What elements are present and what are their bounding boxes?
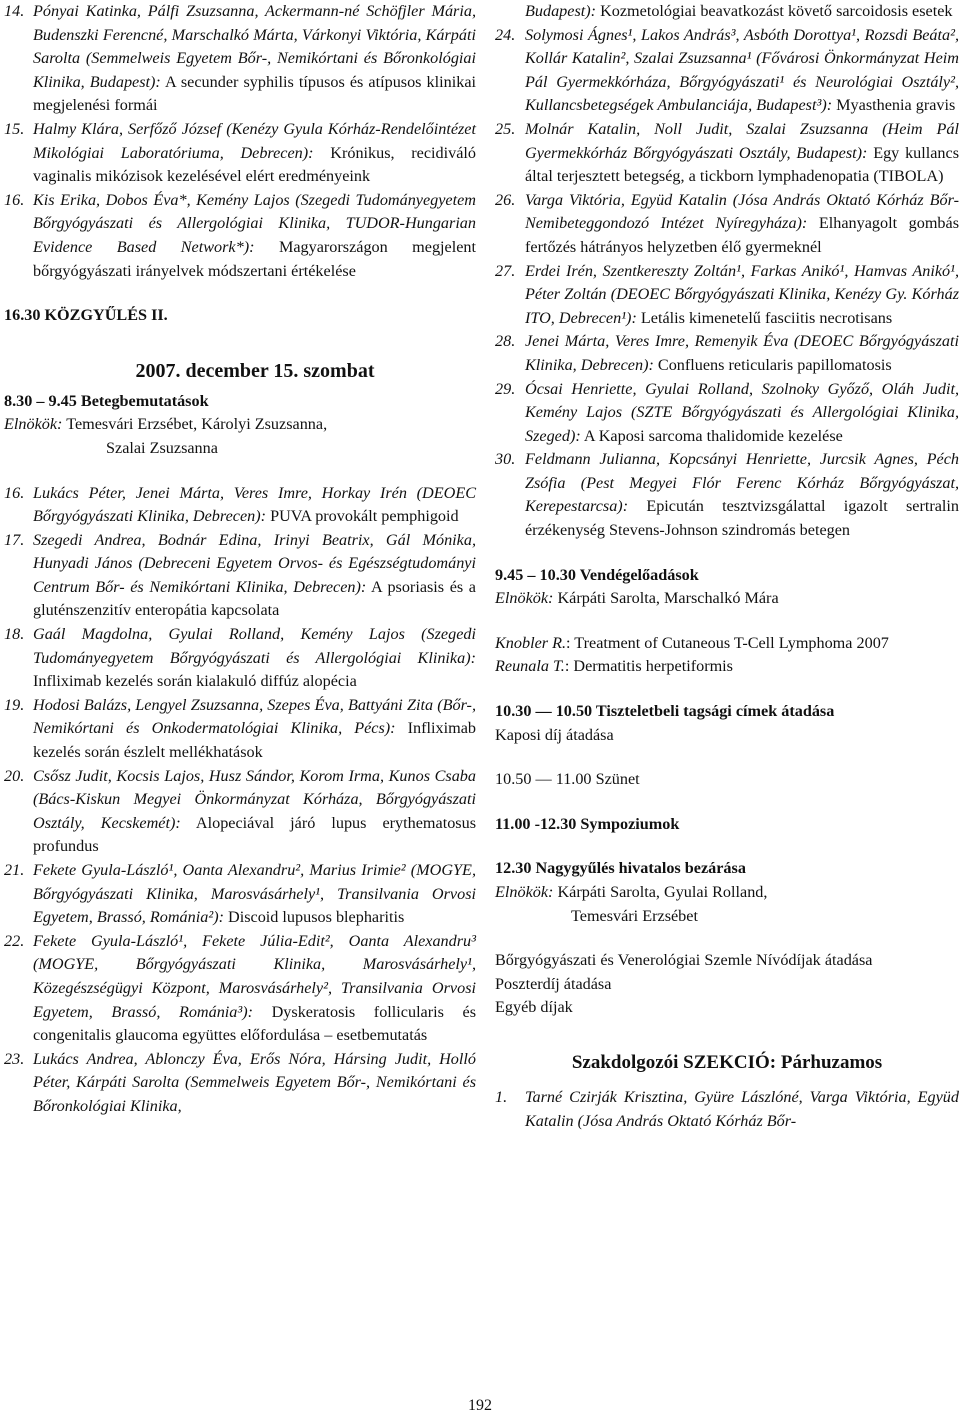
abstract-entry-15 xyxy=(4,118,476,189)
entry-number: 22. xyxy=(4,931,25,950)
right-column xyxy=(495,0,959,1133)
entry-authors: Erdei Irén, Szentkereszty Zoltán¹, Farkas Anikó¹, Hamvas Anikó¹, Péter Zoltán (DEOEC Bőrgyógyászati Klinika, Kenézy Gy. Kórház ITO, Debrecen¹): xyxy=(525,261,959,327)
entry-authors: Lukács Péter, Jenei Márta, Veres Imre, Horkay Irén (DEOEC Bőrgyógyászati Klinika, Debrecen): xyxy=(33,483,476,526)
page-number: 192 xyxy=(468,1397,492,1414)
abstract-entry-14 xyxy=(4,0,476,118)
entry-authors: Pónyai Katinka, Pálfi Zsuzsanna, Ackermann-né Schöfjler Mária, Budenszki Ferencné, Marschalkó Márta, Várkonyi Viktória, Kárpáti Sarolta (Semmelweis Egyetem Bőr-, Nemikórtani és Bőronkológiai Klinika, Budapest): xyxy=(33,2,476,91)
entry-number: 17. xyxy=(4,530,25,549)
entry-title: Infliximab kezelés során kialakuló diffúz alopécia xyxy=(33,672,357,691)
entry-authors: Molnár Katalin, Noll Judit, Szalai Zsuzsanna (Heim Pál Gyermekkórház Bőrgyógyászati Osztály, Budapest): xyxy=(525,119,959,162)
entry-authors: Fekete Gyula-László¹, Fekete Júlia-Edit², Oanta Alexandru³ (MOGYE, Bőrgyógyászati Klinika, Marosvásárhely¹, Közegészségügyi Központ, Marosvásárhely², Transilvania Orvosi Egyetem, Brassó, Románia³): xyxy=(33,931,476,1021)
entry-authors: Fekete Gyula-László¹, Oanta Alexandru², Marius Irimie² (MOGYE, Bőrgyógyászati Klinika, Marosvásárhely¹, Transilvania Orvosi Egyetem, Brassó, Románia²): xyxy=(33,861,476,927)
entry-number: 26. xyxy=(495,190,516,209)
entry-title: Letális kimenetelű fasciitis necrotisans xyxy=(640,308,893,327)
chairs-names-cont: Szalai Zsuzsanna xyxy=(106,438,218,457)
chairs-names: Kárpáti Sarolta, Marschalkó Mára xyxy=(557,589,779,608)
staff-entry-1 xyxy=(495,1086,959,1133)
closing-chairs-cont: Temesvári Erzsébet xyxy=(571,906,698,925)
entry-number: 30. xyxy=(495,450,516,469)
entry-authors: Gaál Magdolna, Gyulai Rolland, Kemény Lajos (Szegedi Tudományegyetem Bőrgyógyászati és Allergológiai Klinika): xyxy=(33,625,476,667)
entry-title: Kozmetológiai beavatkozást követő sarcoidosis esetek xyxy=(600,2,953,20)
closing-chairs xyxy=(495,881,959,905)
abstract-entry-20 xyxy=(4,765,476,859)
talk-title: : Dermatitis herpetiformis xyxy=(564,657,733,676)
entry-authors: Tarné Czirják Krisztina, Gyüre Lászlóné, Varga Viktória, Együd Katalin (Jósa András Oktató Kórház Bőr- xyxy=(525,1087,959,1130)
award-line-3: Egyéb díjak xyxy=(495,998,573,1017)
entry-title: A secunder syphilis típusos és atípusos klinikai megjelenési formái xyxy=(33,72,477,115)
entry-number: 15. xyxy=(4,119,25,138)
abstract-entry-22 xyxy=(4,930,476,1048)
abstract-entry-28 xyxy=(495,330,959,377)
entry-title: Dyskeratosis follicularis és congenitalis glaucoma együttes előfordulása – esetbemutatás xyxy=(33,1002,476,1045)
entry-number: 19. xyxy=(4,695,25,714)
abstract-entry-24 xyxy=(495,24,959,118)
entry-number: 23. xyxy=(4,1049,25,1068)
entry-authors: Csősz Judit, Kocsis Lajos, Husz Sándor, Korom Irma, Kunos Csaba (Bács-Kiskun Megyei Önkormányzat Kórháza, Bőrgyógyászati Osztály, Kecskemét): xyxy=(33,766,476,832)
entry-title: A psoriasis és a gluténszenzitív enteropátia kapcsolata xyxy=(33,577,476,620)
entry-authors: Budapest): xyxy=(525,2,597,20)
abstract-entry-26 xyxy=(495,189,959,260)
entry-authors: Ócsai Henriette, Gyulai Rolland, Szolnoky Győző, Oláh Judit, Kemény Lajos (SZTE Bőrgyógyászati és Allergológiai Klinika, Szeged): xyxy=(525,379,959,445)
chairs-names: Kárpáti Sarolta, Gyulai Rolland, xyxy=(557,883,768,901)
talk-author: Knobler R. xyxy=(495,633,567,652)
entry-title: Epicután tesztvizsgálattal igazolt sertralin érzékenység Stevens-Johnson szindromás betegen xyxy=(525,497,960,540)
entry-title: Discoid lupusos blepharitis xyxy=(228,908,405,927)
symposia-heading: 11.00 -12.30 Sympoziumok xyxy=(495,814,680,833)
talk-author: Reunala T. xyxy=(495,657,565,676)
entry-number: 18. xyxy=(4,625,25,644)
session-chairs xyxy=(4,413,476,437)
closing-heading: 12.30 Nagygyűlés hivatalos bezárása xyxy=(495,859,746,878)
chairs-label: Elnökök: xyxy=(4,415,63,434)
entry-authors: Varga Viktória, Együd Katalin (Jósa András Oktató Kórház Bőr-Nemibeteggondozó Intézet Nyíregyháza): xyxy=(525,190,959,233)
session-heading: 8.30 – 9.45 Betegbemutatások xyxy=(4,391,209,410)
chairs-names: Temesvári Erzsébet, Károlyi Zsuzsanna, xyxy=(66,415,328,434)
guest-lectures-heading: 9.45 – 10.30 Vendégelőadások xyxy=(495,565,699,584)
left-column xyxy=(4,0,476,1119)
entry-authors: Halmy Klára, Serfőző József (Kenézy Gyula Kórház-Rendelőintézet Mikológiai Laboratóriuma, Debrecen): xyxy=(33,119,476,162)
abstract-entry-29 xyxy=(495,378,959,449)
day-heading: 2007. december 15. szombat xyxy=(135,359,375,382)
chairs-label: Elnökök: xyxy=(495,883,554,901)
entry-title: Myasthenia gravis xyxy=(836,96,956,115)
abstract-entry-16a xyxy=(4,189,476,283)
honorary-heading: 10.30 — 10.50 Tiszteletbeli tagsági címek átadása xyxy=(495,702,835,721)
abstract-entry-21 xyxy=(4,859,476,930)
kaposi-award: Kaposi díj átadása xyxy=(495,725,614,744)
entry-title: Confluens reticularis papillomatosis xyxy=(657,355,892,374)
entry-number: 1. xyxy=(495,1087,508,1106)
section-heading: Szakdolgozói SZEKCIÓ: Párhuzamos xyxy=(571,1051,883,1073)
entry-number: 16. xyxy=(4,190,25,209)
entry-title: Infliximab kezelés során észlelt mellékhatások xyxy=(33,719,477,762)
guest-chairs xyxy=(495,587,959,611)
entry-title: Elhanyagolt gombás fertőzés hátrányos helyzetben élő gyermeknél xyxy=(525,214,959,256)
entry-number: 14. xyxy=(4,2,25,20)
entry-number: 28. xyxy=(495,332,516,351)
break-line: 10.50 — 11.00 Szünet xyxy=(495,770,640,789)
entry-title: Magyarországon megjelent bőrgyógyászati irányelvek módszertani értékelése xyxy=(33,237,476,280)
general-assembly-heading: 16.30 KÖZGYŰLÉS II. xyxy=(4,306,168,325)
entry-authors: Szegedi Andrea, Bodnár Edina, Irinyi Beatrix, Gál Mónika, Hunyadi János (Debreceni Egyetem Orvos- és Egészségtudományi Centrum Bőr- és Nemikórtani Klinika, Debrecen): xyxy=(33,530,476,596)
entry-title: Alopeciával járó lupus erythematosus profundus xyxy=(33,813,476,856)
guest-talk-1 xyxy=(495,632,959,656)
abstract-entry-18 xyxy=(4,623,476,694)
award-line-2: Poszterdíj átadása xyxy=(495,974,612,993)
entry-number: 21. xyxy=(4,861,25,879)
entry-authors: Solymosi Ágnes¹, Lakos András³, Asbóth Dorottya¹, Rozsdi Beáta², Kollár Katalin², Szalai Zsuzsanna¹ (Fővárosi Önkormányzat Heim Pál Gyermekkórháza, Bőrgyógyászati¹ és Neurológiai Osztály², Kullancsbetegségek Ambulanciája, Budapest³): xyxy=(525,25,959,115)
entry-title: Egy kullancs által terjesztett betegség, a tickborn lymphadenopatia (TIBOLA) xyxy=(525,143,960,186)
entry-authors: Feldmann Julianna, Kopcsányi Henriette, Jurcsik Agnes, Péch Zsófia (Pest Megyei Flór Ferenc Kórház Bőrgyógyászat, Kerepestarcsa): xyxy=(525,450,959,516)
talk-title: : Treatment of Cutaneous T-Cell Lymphoma 2007 xyxy=(566,633,889,652)
entry-number: 29. xyxy=(495,379,516,398)
entry-number: 16. xyxy=(4,483,25,502)
abstract-entry-23-cont xyxy=(495,0,959,24)
entry-number: 24. xyxy=(495,25,516,44)
entry-authors: Kis Erika, Dobos Éva*, Kemény Lajos (Szegedi Tudományegyetem Bőrgyógyászati és Allergológiai Klinika, TUDOR-Hungarian Evidence Based Network*): xyxy=(33,190,476,256)
award-line-1: Bőrgyógyászati és Venerológiai Szemle Nívódíjak átadása xyxy=(495,951,873,970)
abstract-entry-16b xyxy=(4,482,476,529)
entry-title: A Kaposi sarcoma thalidomide kezelése xyxy=(583,426,843,445)
chairs-label: Elnökök: xyxy=(495,589,554,608)
entry-authors: Lukács Andrea, Ablonczy Éva, Erős Nóra, Hársing Judit, Holló Péter, Kárpáti Sarolta (Semmelweis Egyetem Bőr-, Nemikórtani és Bőronkológiai Klinika, xyxy=(33,1049,476,1115)
entry-number: 27. xyxy=(495,261,516,280)
entry-number: 20. xyxy=(4,766,25,785)
abstract-entry-27 xyxy=(495,260,959,331)
abstract-entry-30 xyxy=(495,448,959,542)
guest-talk-2 xyxy=(495,655,959,679)
abstract-entry-25 xyxy=(495,118,959,189)
entry-authors: Jenei Márta, Veres Imre, Remenyik Éva (DEOEC Bőrgyógyászati Klinika, Debrecen): xyxy=(525,332,959,374)
abstract-entry-19 xyxy=(4,694,476,765)
entry-number: 25. xyxy=(495,119,516,138)
entry-title: Krónikus, recidiváló vaginalis mikózisok kezelésével elért eredményeink xyxy=(33,143,476,186)
abstract-entry-23 xyxy=(4,1048,476,1119)
entry-title: PUVA provokált pemphigoid xyxy=(270,507,459,526)
entry-authors: Hodosi Balázs, Lengyel Zsuzsanna, Szepes Éva, Battyáni Zita (Bőr-, Nemikórtani és Onkodermatológiai Klinika, Pécs): xyxy=(33,695,476,738)
abstract-entry-17 xyxy=(4,529,476,623)
